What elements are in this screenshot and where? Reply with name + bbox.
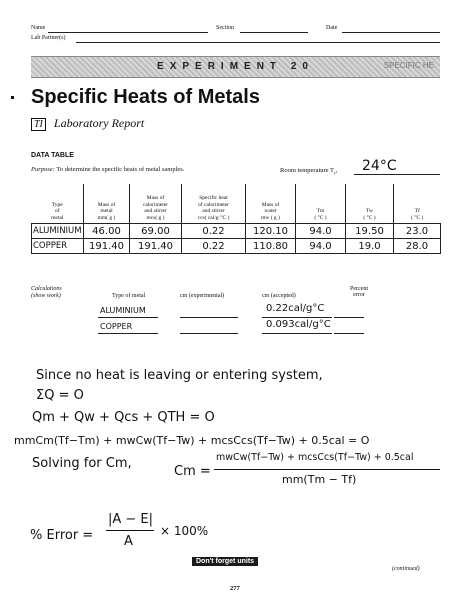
calc-label-2: (show work) — [31, 293, 61, 299]
room-temperature: Room temperature $T_r$, — [280, 167, 338, 177]
column-header — [130, 184, 182, 224]
err-rhs: × 100% — [160, 524, 209, 538]
result-metal-2: COPPER — [100, 322, 133, 331]
type-header: Type of metal — [112, 293, 146, 299]
work-line-1: Since no heat is leaving or entering system, — [36, 368, 323, 383]
result-error-field-2[interactable] — [334, 333, 364, 334]
result-accepted-2: 0.093cal/g°C — [266, 319, 331, 330]
result-metal-1: ALUMINIUM — [100, 306, 146, 315]
section-label: Section — [216, 25, 234, 31]
experiment-banner — [31, 56, 440, 78]
metal-cell[interactable]: COPPER — [32, 239, 84, 254]
column-header-line: calorimeter — [142, 201, 169, 208]
column-header-line: Tw — [366, 208, 373, 214]
column-header — [246, 184, 296, 224]
table-row — [32, 239, 441, 254]
result-accepted-line-2 — [262, 333, 332, 334]
subtitle-text: Laboratory Report — [53, 116, 145, 130]
ti-badge: TI — [31, 118, 46, 131]
cm-denominator: mm(Tm − Tf) — [282, 473, 357, 486]
work-line-5: Solving for Cm, — [32, 456, 132, 471]
column-unit: ( °C ) — [314, 214, 327, 221]
column-header — [84, 184, 130, 224]
column-header-line: metal — [100, 208, 113, 214]
data-cell[interactable]: 110.80 — [246, 239, 296, 254]
data-cell[interactable]: 28.0 — [394, 239, 441, 254]
work-line-3: Qm + Qw + Qcs + QTH = O — [32, 410, 215, 425]
column-header-line: Mass of — [97, 201, 116, 208]
result-exp-field-2[interactable] — [180, 333, 238, 334]
column-header-line: of — [54, 208, 60, 214]
bullet-mark — [11, 96, 14, 99]
column-header-line: Tm — [316, 208, 325, 214]
err-header-1: Percent — [350, 286, 368, 292]
column-header-line: Mass of — [146, 195, 165, 201]
lab-partners-label: Lab Partner(s) — [31, 35, 66, 41]
err-fraction-bar — [106, 530, 154, 531]
result-exp-field-1[interactable] — [180, 317, 238, 318]
result-error-field-1[interactable] — [334, 317, 364, 318]
column-header-line: metal — [51, 214, 64, 221]
purpose-label: Purpose: — [31, 166, 55, 173]
room-temp-value[interactable]: 24°C — [362, 158, 397, 174]
column-header-line: Specific heat — [199, 195, 228, 201]
column-header — [296, 184, 346, 224]
page-number: 277 — [230, 585, 240, 592]
data-cell[interactable]: 19.0 — [346, 239, 394, 254]
data-table — [31, 184, 441, 254]
data-cell[interactable]: 94.0 — [296, 239, 346, 254]
name-label: Name — [31, 25, 46, 31]
work-line-2: ΣQ = O — [36, 388, 84, 403]
data-cell[interactable]: 46.00 — [84, 224, 130, 239]
exp-header: cm (experimental) — [180, 293, 225, 299]
result-metal-line-1 — [98, 317, 158, 318]
err-lhs: % Error = — [30, 528, 94, 543]
room-temp-underline — [354, 174, 440, 175]
column-header-line: Type — [51, 201, 63, 208]
page-title: Specific Heats of Metals — [31, 86, 260, 108]
continued-label: (continued) — [392, 566, 420, 572]
column-unit: ( °C ) — [363, 214, 376, 221]
cm-numerator: mwCw(Tf−Tw) + mcsCcs(Tf−Tw) + 0.5cal — [216, 452, 414, 463]
column-header-line: of calorimeter — [198, 201, 229, 208]
cm-fraction-bar — [214, 469, 440, 470]
result-accepted-1: 0.22cal/g°C — [266, 303, 325, 314]
cm-lhs: Cm = — [174, 464, 211, 479]
data-cell[interactable]: 69.00 — [130, 224, 182, 239]
purpose-text: To determine the specific heats of metal samples. — [56, 166, 185, 173]
result-accepted-line-1 — [262, 317, 332, 318]
err-header-2: error — [353, 292, 365, 298]
name-field[interactable] — [48, 32, 208, 33]
data-cell[interactable]: 19.50 — [346, 224, 394, 239]
err-numerator: |A − E| — [108, 512, 154, 527]
data-cell[interactable]: 191.40 — [84, 239, 130, 254]
work-line-4: mmCm(Tf−Tm) + mwCw(Tf−Tw) + mcsCcs(Tf−Tw) + 0.5cal = O — [14, 434, 370, 447]
report-subtitle — [31, 116, 144, 131]
metal-cell[interactable]: ALUMINIUM — [32, 224, 84, 239]
column-header-line: Mass of — [261, 201, 280, 208]
column-header — [32, 184, 84, 224]
dont-forget-units-badge: Don't forget units — [192, 557, 258, 566]
banner-right-label: SPECIFIC HE — [383, 61, 434, 70]
date-field[interactable] — [342, 32, 440, 33]
column-unit: ccs( cal/g·°C ) — [197, 214, 230, 221]
purpose-line — [31, 166, 184, 173]
column-header — [346, 184, 394, 224]
section-field[interactable] — [240, 32, 308, 33]
acc-header: cm (accepted) — [262, 293, 296, 299]
experiment-number: EXPERIMENT 20 — [157, 61, 314, 72]
data-cell[interactable]: 0.22 — [182, 239, 246, 254]
room-temp-label: Room temperature T — [280, 167, 335, 174]
data-cell[interactable]: 120.10 — [246, 224, 296, 239]
date-label: Date — [326, 25, 338, 31]
data-cell[interactable]: 94.0 — [296, 224, 346, 239]
column-unit: mcs( g ) — [146, 214, 165, 221]
err-denominator: A — [124, 534, 133, 549]
err-header — [350, 286, 368, 298]
column-unit: ( °C ) — [411, 214, 424, 221]
column-header — [182, 184, 246, 224]
calc-label-1: Calculations — [31, 286, 62, 292]
column-header-line: Tf — [414, 208, 420, 214]
column-header-line: water — [264, 208, 277, 214]
data-cell[interactable]: 23.0 — [394, 224, 441, 239]
column-unit: mw ( g ) — [261, 214, 280, 221]
room-temp-sub: r — [334, 171, 336, 177]
column-header-line: and stirrer — [144, 208, 167, 214]
table-row — [32, 224, 441, 239]
data-cell[interactable]: 0.22 — [182, 224, 246, 239]
lab-partners-field[interactable] — [76, 42, 440, 43]
result-metal-line-2 — [98, 333, 158, 334]
column-header-line: and stirrer — [202, 208, 225, 214]
data-table-heading: DATA TABLE — [31, 152, 74, 159]
column-unit: mm( g ) — [97, 214, 116, 221]
calculations-label — [31, 286, 62, 300]
data-cell[interactable]: 191.40 — [130, 239, 182, 254]
column-header — [394, 184, 441, 224]
